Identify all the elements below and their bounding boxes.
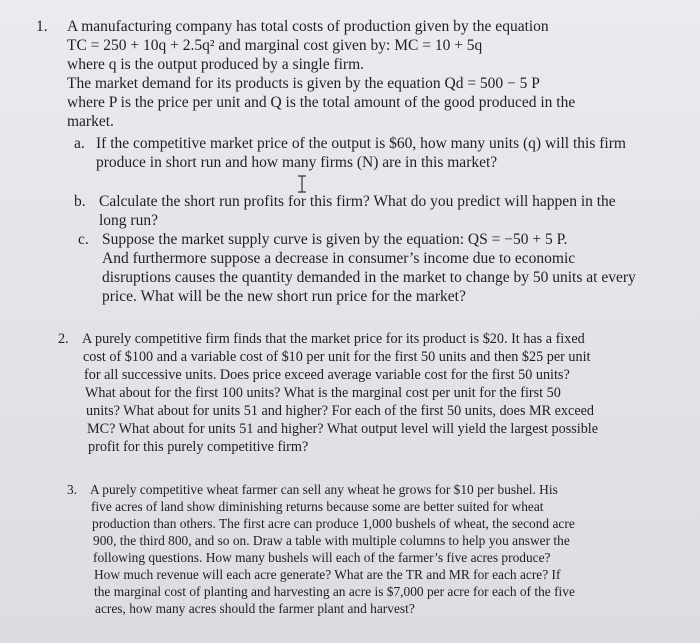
question-text-line: profit for this purely competitive firm?	[88, 439, 309, 455]
question-text-line: production than others. The first acre can produce 1,000 bushels of wheat, the second acre	[92, 516, 575, 531]
part-text-line: price. What will be the new short run price for the market?	[102, 288, 466, 305]
question-text-line: for all successive units. Does price exceed average variable cost for the first 50 units?	[84, 367, 570, 383]
part-label: a.	[74, 135, 85, 152]
question-text-line: A purely competitive wheat farmer can sell any wheat he grows for $10 per bushel. His	[90, 482, 558, 497]
text-cursor-icon	[296, 175, 308, 193]
question-text-line: How much revenue will each acre generate? What are the TR and MR for each acre? If	[94, 567, 561, 582]
question-number: 2.	[58, 331, 69, 347]
question-text-line: units? What about for units 51 and higher? For each of the first 50 units, does MR exceed	[86, 403, 595, 419]
question-text-line: five acres of land show diminishing returns because some are better suited for wheat	[91, 499, 544, 514]
question-text-line: where q is the output produced by a single firm.	[67, 56, 365, 73]
question-text-line: where P is the price per unit and Q is the total amount of the good produced in the	[67, 94, 576, 111]
question-text-line: 900, the third 800, and so on. Draw a table with multiple columns to help you answer the	[93, 533, 570, 548]
question-text-line: market.	[67, 113, 114, 130]
part-text-line: disruptions causes the quantity demanded in the market to change by 50 units at every	[102, 269, 636, 286]
part-text-line: long run?	[99, 212, 158, 229]
part-text-line: If the competitive market price of the output is $60, how many units (q) will this firm	[96, 135, 626, 152]
question-number: 3.	[67, 482, 78, 497]
question-text-line: A manufacturing company has total costs of production given by the equation	[67, 18, 549, 35]
part-text-line: produce in short run and how many firms (N) are in this market?	[96, 154, 498, 171]
question-text-line: acres, how many acres should the farmer plant and harvest?	[95, 601, 415, 616]
part-label: b.	[74, 193, 86, 210]
question-text-line: MC? What about for units 51 and higher? What output level will yield the largest possible	[87, 421, 599, 437]
part-text-line: Calculate the short run profits for this firm? What do you predict will happen in the	[99, 193, 616, 210]
part-text-line: And furthermore suppose a decrease in consumer’s income due to economic	[102, 250, 576, 267]
question-text-line: A purely competitive firm finds that the market price for its product is $20. It has a fixed	[82, 331, 585, 347]
question-text-line: cost of $100 and a variable cost of $10 per unit for the first 50 units and then $25 per unit	[83, 349, 591, 365]
question-text-line: TC = 250 + 10q + 2.5q² and marginal cost given by: MC = 10 + 5q	[67, 37, 483, 54]
question-text-line: What about for the first 100 units? What is the marginal cost per unit for the first 50	[85, 385, 561, 401]
question-text-line: The market demand for its products is given by the equation Qd = 500 − 5 P	[67, 75, 540, 92]
part-label: c.	[78, 231, 89, 248]
question-text-line: following questions. How many bushels will each of the farmer’s five acres produce?	[93, 550, 551, 565]
question-number: 1.	[36, 18, 48, 35]
part-text-line: Suppose the market supply curve is given by the equation: QS = −50 + 5 P.	[102, 231, 568, 248]
question-text-line: the marginal cost of planting and harvesting an acre is $7,000 per acre for each of the five	[94, 584, 575, 599]
